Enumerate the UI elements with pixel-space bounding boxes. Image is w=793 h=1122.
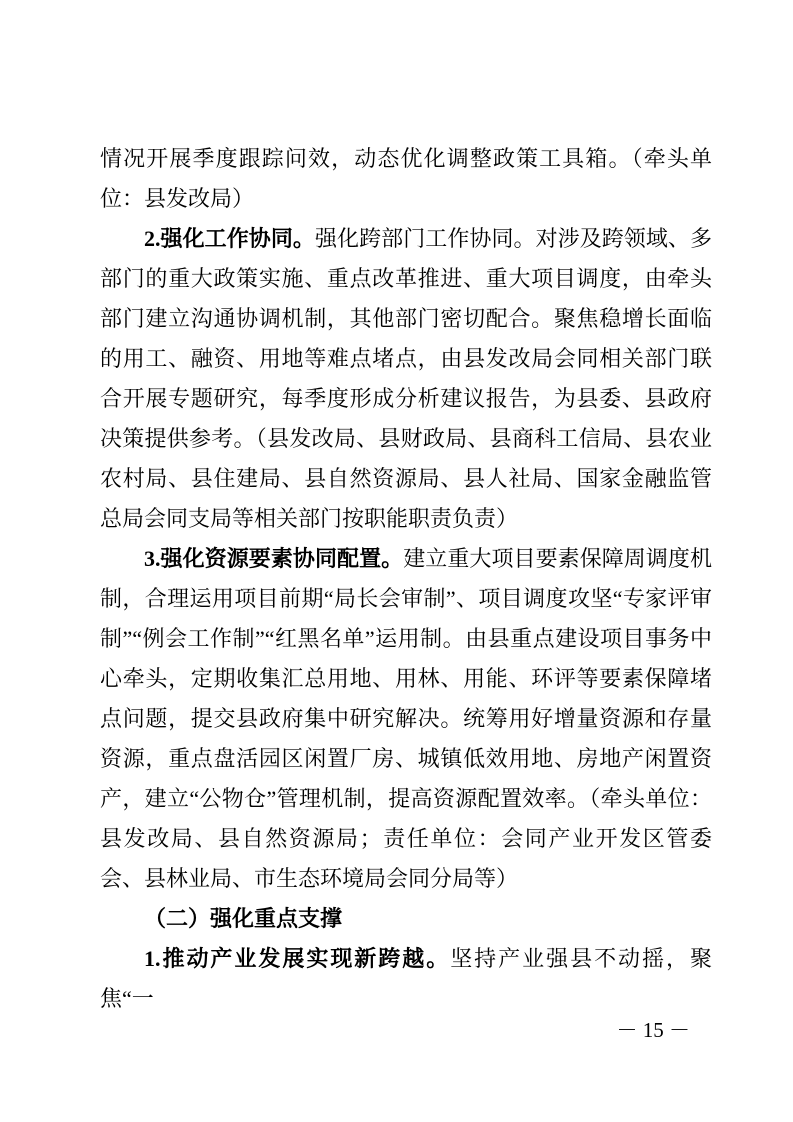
paragraph bbox=[100, 219, 712, 539]
section-heading bbox=[100, 899, 712, 939]
text-run: 情况开展季度跟踪问效，动态优化调整政策工具箱。（牵头单位：县发改局） bbox=[100, 146, 712, 211]
text-run: 坚持产业强县不动摇，聚焦“一 bbox=[100, 946, 712, 1011]
bold-text-run: （二）强化重点支撑 bbox=[144, 906, 343, 931]
document-body bbox=[100, 139, 712, 1019]
paragraph bbox=[100, 139, 712, 219]
paragraph bbox=[100, 539, 712, 899]
text-run: 建立重大项目要素保障周调度机制，合理运用项目前期“局长会审制”、项目调度攻坚“专家评审制”“例会工作制”“红黑名单”运用制。由县重点建设项目事务中心牵头，定期收集汇总用地、用林、用能、环评等要素保障堵点问题，提交县政府集中研究解决。统筹用好增量资源和存量资源，重点盘活园区闲置厂房、城镇低效用地、房地产闲置资产，建立“公物仓”管理机制，提高资源配置效率。（牵头单位：县发改局、县自然资源局；责任单位：会同产业开发区管委会、县林业局、市生态环境局会同分局等） bbox=[100, 546, 712, 891]
paragraph bbox=[100, 939, 712, 1019]
bold-text-run: 1.推动产业发展实现新跨越。 bbox=[144, 946, 451, 971]
text-run: 强化跨部门工作协同。对涉及跨领域、多部门的重大政策实施、重点改革推进、重大项目调度，由牵头部门建立沟通协调机制，其他部门密切配合。聚焦稳增长面临的用工、融资、用地等难点堵点，由县发改局会同相关部门联合开展专题研究，每季度形成分析建议报告，为县委、县政府决策提供参考。（县发改局、县财政局、县商科工信局、县农业农村局、县住建局、县自然资源局、县人社局、国家金融监管总局会同支局等相关部门按职能职责负责） bbox=[100, 226, 712, 531]
bold-text-run: 2.强化工作协同。 bbox=[144, 226, 315, 251]
bold-text-run: 3.强化资源要素协同配置。 bbox=[144, 546, 404, 571]
page-number: － 15 － bbox=[616, 1018, 690, 1042]
